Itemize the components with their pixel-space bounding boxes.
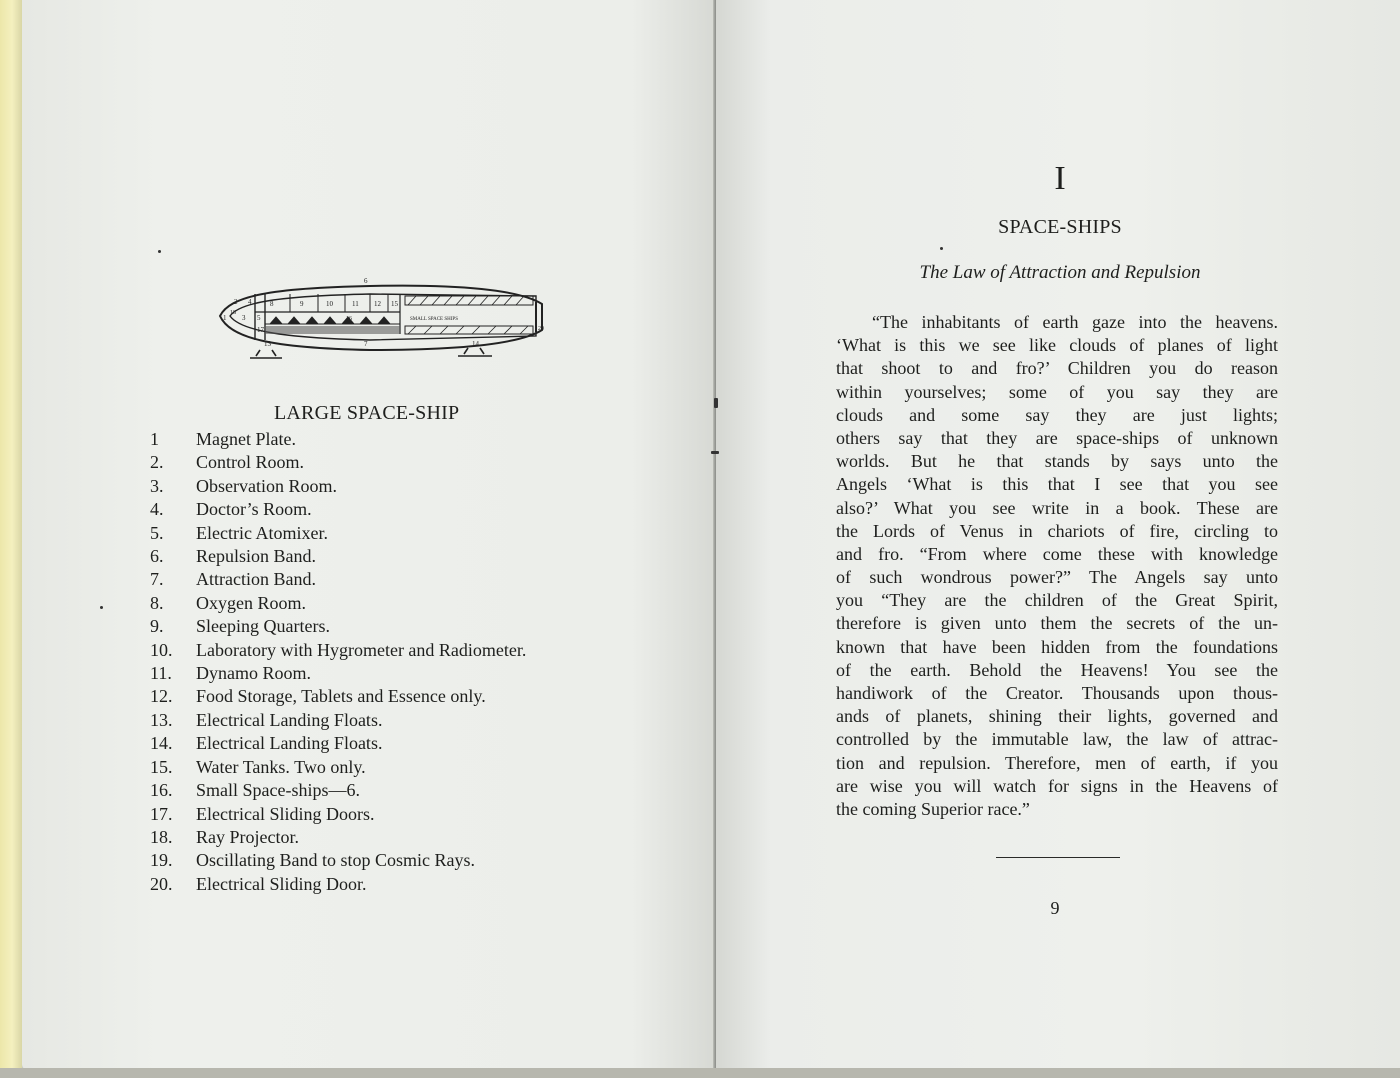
landing-float-left (250, 350, 282, 358)
part-label: Electrical Landing Floats. (196, 733, 383, 754)
body-text (836, 311, 1278, 821)
list-item (150, 592, 526, 615)
text-line: of the earth. Behold the Heavens! You see the (836, 659, 1278, 680)
list-item (150, 545, 526, 568)
diagram-label: 3 (242, 314, 246, 322)
part-number: 10. (150, 639, 173, 660)
text-line: ‘What is this we see like clouds of planes of light (836, 335, 1278, 356)
part-number: 12. (150, 686, 173, 707)
text-line: and fro. “From where come these with knowledge (836, 543, 1278, 564)
list-title: LARGE SPACE-SHIP (274, 402, 460, 424)
list-item (150, 451, 526, 474)
part-label: Electric Atomixer. (196, 522, 328, 543)
part-number: 19. (150, 850, 173, 871)
text-line: clouds and some say they are just lights; (836, 404, 1278, 425)
part-label: Laboratory with Hygrometer and Radiometer. (196, 639, 527, 660)
part-number: 8. (150, 592, 164, 613)
space-ship-diagram (200, 274, 550, 360)
list-item (150, 498, 526, 521)
diagram-label: SMALL SPACE SHIPS (410, 317, 458, 322)
part-number: 14. (150, 733, 173, 754)
list-item (150, 756, 526, 779)
part-number: 16. (150, 780, 173, 801)
text-line: of such wondrous power?” The Angels say unto (836, 567, 1278, 588)
diagram-label: 11 (352, 300, 359, 308)
speck (940, 247, 943, 250)
diagram-label: 16 (346, 316, 352, 322)
part-label: Ray Projector. (196, 826, 299, 847)
diagram-label: 4 (248, 298, 252, 306)
text-line: the Lords of Venus in chariots of fire, circling to (836, 520, 1278, 541)
diagram-label: 7 (364, 340, 368, 348)
list-item (150, 615, 526, 638)
part-label: Magnet Plate. (196, 429, 296, 449)
diagram-label: 14 (472, 340, 479, 348)
diagram-label: 13 (264, 340, 271, 348)
list-item (150, 803, 526, 826)
text-line: therefore is given unto them the secrets of the un- (836, 613, 1278, 634)
part-label: Small Space-ships—6. (196, 780, 360, 801)
text-line: worlds. But he that stands by says unto the (836, 451, 1278, 472)
part-label: Electrical Sliding Door. (196, 873, 367, 894)
diagram-label: 8 (270, 300, 274, 308)
text-line: known that have been hidden from the foundations (836, 636, 1278, 657)
part-label: Electrical Landing Floats. (196, 709, 383, 730)
diagram-label: 6 (364, 277, 368, 285)
diagram-label: 12 (374, 300, 381, 308)
chapter-subtitle: The Law of Attraction and Repulsion (919, 262, 1201, 283)
text-line: that shoot to and fro?’ Children you do reason (836, 358, 1278, 379)
list-item (150, 475, 526, 498)
diagram-label: 18 (230, 310, 236, 316)
list-item (150, 639, 526, 662)
part-number: 7. (150, 569, 164, 590)
page-number: 9 (1050, 898, 1060, 918)
part-label: Oxygen Room. (196, 592, 306, 613)
list-item (150, 873, 526, 896)
part-number: 11. (150, 663, 172, 684)
part-label: Food Storage, Tablets and Essence only. (196, 686, 486, 707)
chapter-number: I (1054, 160, 1066, 197)
text-line: also?’ What you see write in a book. These are (836, 497, 1278, 518)
chapter-title: SPACE-SHIPS (998, 216, 1122, 238)
landing-float-right (458, 348, 492, 356)
part-number: 6. (150, 546, 164, 567)
part-number: 13. (150, 709, 173, 730)
list-item (150, 849, 526, 872)
list-item (150, 826, 526, 849)
list-item (150, 522, 526, 545)
book-edge (0, 0, 22, 1078)
diagram-label: 1 (223, 314, 227, 322)
part-label: Oscillating Band to stop Cosmic Rays. (196, 850, 475, 871)
text-line: ands of planets, shining their lights, governed and (836, 706, 1278, 727)
text-line: “The inhabitants of earth gaze into the heavens. (872, 312, 1278, 332)
binding-mark (711, 451, 719, 454)
bottom-edge (0, 1068, 1400, 1078)
part-number: 2. (150, 452, 164, 473)
part-label: Doctor’s Room. (196, 499, 312, 520)
part-number: 18. (150, 826, 173, 847)
text-line: handiwork of the Creator. Thousands upon thous- (836, 683, 1278, 703)
diagram-label: 2 (234, 298, 238, 306)
part-label: Electrical Sliding Doors. (196, 803, 375, 824)
part-list (150, 428, 526, 896)
part-label: Observation Room. (196, 475, 337, 496)
text-line: are wise you will watch for signs in the Heavens of (836, 775, 1278, 796)
list-item (150, 568, 526, 591)
part-number: 4. (150, 499, 164, 520)
part-number: 1 (150, 429, 159, 449)
section-rule (996, 857, 1120, 858)
diagram-label: 20 (538, 326, 544, 332)
part-number: 20. (150, 873, 173, 894)
part-number: 15. (150, 756, 173, 777)
part-number: 17. (150, 803, 173, 824)
part-label: Sleeping Quarters. (196, 616, 330, 637)
diagram-label: 10 (326, 300, 333, 308)
list-item (150, 709, 526, 732)
part-label: Repulsion Band. (196, 546, 316, 567)
speck (100, 606, 103, 609)
binding-mark (714, 398, 718, 408)
text-line: the coming Superior race.” (836, 798, 1030, 819)
part-label: Attraction Band. (196, 569, 316, 590)
part-label: Control Room. (196, 452, 305, 473)
part-number: 3. (150, 475, 164, 496)
list-item (150, 685, 526, 708)
part-number: 5. (150, 522, 164, 543)
diagram-label: 5 (257, 314, 261, 322)
diagram-label: 17 (257, 326, 264, 334)
text-line: within yourselves; some of you say they are (836, 381, 1278, 402)
text-line: tion and repulsion. Therefore, men of earth, if you (836, 752, 1278, 773)
list-item (150, 779, 526, 802)
list-item (150, 428, 526, 451)
part-label: Dynamo Room. (196, 663, 311, 684)
diagram-label: 9 (300, 300, 304, 308)
diagram-label: 15 (391, 300, 398, 308)
text-line: Angels ‘What is this that I see that you see (836, 474, 1278, 495)
list-item (150, 662, 526, 685)
text-line: you “They are the children of the Great Spirit, (836, 590, 1278, 611)
text-line: controlled by the immutable law, the law of attrac- (836, 729, 1278, 750)
part-label: Water Tanks. Two only. (196, 756, 366, 777)
list-item (150, 732, 526, 755)
speck (158, 250, 161, 253)
text-line: others say that they are space-ships of unknown (836, 427, 1278, 448)
part-number: 9. (150, 616, 164, 637)
